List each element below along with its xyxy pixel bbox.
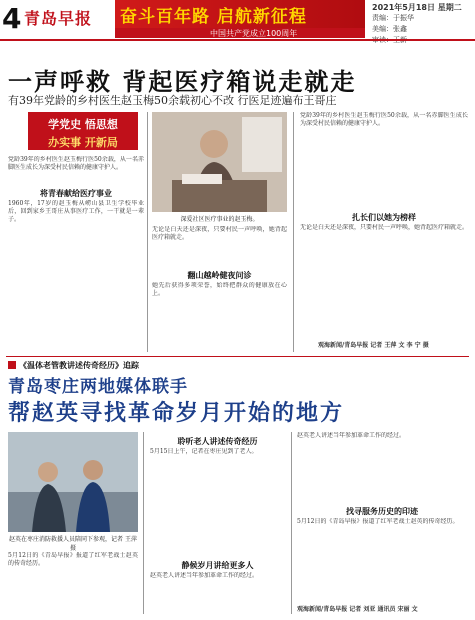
- header-slogan: 奋斗百年路 启航新征程: [120, 7, 307, 27]
- photo1-caption: 深爱社区医疗事业的赵玉梅。: [180, 216, 259, 223]
- story1-para1: 党龄39年的乡村医生赵玉梅行医50余载，从一名赤脚医生成长为深受村民信赖的健康守护人。: [8, 156, 144, 171]
- column-divider: [143, 432, 144, 614]
- kicker-mark: [8, 361, 16, 369]
- story2-byline: 观海新闻/青岛早报 记者 刘亚 通讯员 宋丽 文: [297, 606, 418, 613]
- story2-section3-title: 找寻服务历史的印迹: [346, 507, 418, 516]
- photo-doctor: [152, 112, 287, 212]
- designer: 美编：张鑫: [372, 25, 407, 33]
- story2-right-text: 赵英老人讲述当年参加革命工作的经过。: [297, 432, 406, 439]
- column-divider: [293, 112, 294, 352]
- photo2-caption: 赵英在枣庄消防救援人员陪同下参观，记者 王萍 摄: [9, 536, 137, 552]
- story1-section2-title: 翻山越岭健夜问诊: [187, 271, 252, 280]
- story1-right-heading: 扎长们以她为榜样: [352, 213, 416, 222]
- column-label: [28, 112, 138, 150]
- story1-section1-title: 将青春献给医疗事业: [40, 189, 112, 198]
- column-divider: [291, 432, 292, 614]
- story1-headline: 一声呼救 背起医疗箱说走就走: [8, 68, 357, 96]
- story1-subheadline: 有39年党龄的乡村医生赵玉梅50余载初心不改 行医足迹遍布王哥庄: [8, 94, 337, 107]
- story2-section1-title: 聆听老人讲述传奇经历: [177, 437, 258, 446]
- story2-para1: 5月12日的《青岛早报》报道了红军老战士赵英的传奇经历。: [8, 552, 138, 567]
- section-divider: [6, 356, 469, 357]
- story1-para4: 她先后获得多项荣誉，始终把群众的健康放在心上。: [152, 282, 287, 297]
- editor: 责编：于振华: [372, 14, 414, 22]
- story1-right-text2: 无论是白天还是深夜，只要村民一声呼唤，她背起医疗箱就走。: [300, 224, 468, 231]
- story2-kicker: [8, 360, 139, 371]
- photo-veteran: [8, 432, 138, 532]
- page-number: 4: [2, 2, 22, 35]
- column-label-line2: 办实事 开新局: [48, 136, 118, 149]
- masthead: [0, 0, 475, 40]
- story2-right-text2: 5月12日的《青岛早报》报道了红军老战士赵英的传奇经历。: [297, 518, 459, 525]
- column-label-line1: 学党史 悟思想: [48, 118, 118, 131]
- story2-para3: 赵英老人讲述当年参加革命工作的经过。: [150, 572, 259, 579]
- story1-para2: 1960年，17岁的赵玉梅从崂山县卫生学校毕业后，回到家乡王哥庄从事医疗工作，一干就是一辈子。: [8, 200, 144, 223]
- paper-name: 青岛早报: [24, 9, 93, 28]
- story2-headline-b: 帮赵英寻找革命岁月开始的地方: [8, 401, 345, 426]
- story1-para3: 无论是白天还是深夜，只要村民一声呼唤，她背起医疗箱就走。: [152, 226, 287, 241]
- header-subtitle: 中国共产党成立100周年: [210, 29, 298, 38]
- story2-headline-a: 青岛枣庄两地媒体联手: [8, 377, 188, 397]
- story2-kicker-text: 《温体老管教讲述传奇经历》追踪: [19, 361, 139, 370]
- header-rule: [0, 39, 475, 41]
- story2-para2: 5月15日上午，记者在枣庄见到了老人。: [150, 448, 258, 455]
- column-divider: [147, 112, 148, 352]
- issue-date: 2021年5月18日 星期二: [372, 3, 462, 12]
- story1-right-text: 党龄39年的乡村医生赵玉梅行医50余载，从一名赤脚医生成长为深受村民信赖的健康守护人。: [300, 112, 468, 127]
- story2-section2-title: 静候岁月讲给更多人: [181, 561, 254, 570]
- story1-byline: 观海新闻/青岛早报 记者 王萍 文 李 宁 摄: [318, 342, 429, 349]
